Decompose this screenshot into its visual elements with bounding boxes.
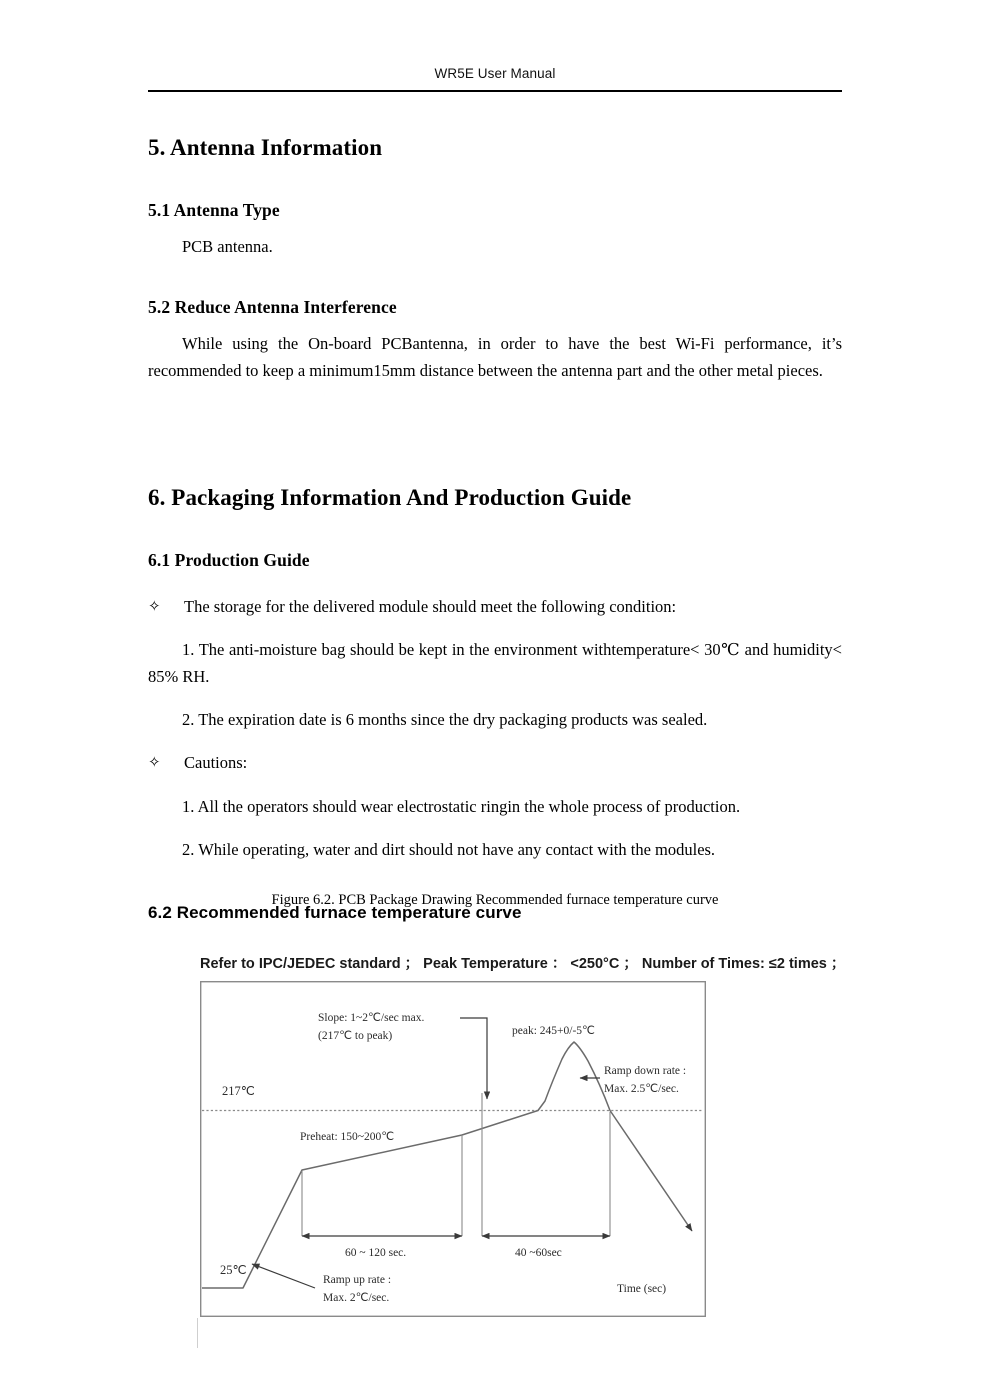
item-expiration-date: 2. The expiration date is 6 months since the dry packaging products was sealed.	[182, 710, 708, 730]
header-rule	[148, 90, 842, 92]
spacer	[148, 319, 842, 331]
spacer	[148, 163, 842, 199]
annotation-preheat: Preheat: 150~200℃	[300, 1131, 395, 1143]
spacer	[148, 260, 842, 296]
item-water-dirt-contact: 2. While operating, water and dirt should not have any contact with the modules.	[182, 839, 716, 859]
annotation-x-axis-label: Time (sec)	[617, 1283, 667, 1295]
heading-section-6-1: 6.1 Production Guide	[148, 550, 310, 571]
annotation-slope-line1: Slope: 1~2℃/sec max.	[318, 1012, 425, 1024]
heading-section-6: 6. Packaging Information And Production Guide	[148, 485, 632, 511]
annotation-ramp-up-line2: Max. 2℃/sec.	[323, 1292, 390, 1304]
chart-frame	[201, 982, 706, 1317]
spacer	[148, 572, 842, 594]
annotation-liquidus-temp: 217℃	[222, 1084, 255, 1098]
heading-section-5: 5. Antenna Information	[148, 135, 383, 160]
spacer	[148, 222, 842, 234]
diamond-bullet-icon: ✧	[148, 753, 161, 772]
annotation-ramp-down-line2: Max. 2.5℃/sec.	[604, 1083, 679, 1095]
annotation-soak-duration: 60 ~ 120 sec.	[345, 1247, 407, 1259]
bullet-cautions: Cautions:	[184, 753, 248, 773]
diamond-bullet-icon: ✧	[148, 596, 161, 615]
item-electrostatic-ring: 1. All the operators should wear electrostatic ringin the whole process of production.	[182, 796, 741, 816]
annotation-slope-line2: (217℃ to peak)	[318, 1030, 393, 1042]
annotation-peak-temp: peak: 245+0/-5℃	[512, 1025, 595, 1037]
paragraph-antenna-type: PCB antenna.	[182, 236, 273, 256]
page-edge-tick	[197, 1318, 203, 1348]
spacer	[148, 384, 842, 468]
heading-section-6-2: 6.2 Recommended furnace temperature curve	[148, 902, 522, 922]
running-header-title: WR5E User Manual	[434, 66, 556, 81]
item-anti-moisture-bag: 1. The anti-moisture bag should be kept in the environment withtemperature< 30℃ and humidity< 85% RH.	[148, 640, 842, 686]
spacer	[148, 513, 842, 549]
chart-standard-note: Refer to IPC/JEDEC standard ； Peak Temperature ： <250°C ； Number of Times: ≤2 times ；	[200, 956, 846, 972]
list-item	[148, 594, 842, 621]
annotation-ramp-down-line1: Ramp down rate :	[604, 1065, 687, 1077]
annotation-reflow-duration: 40 ~60sec	[515, 1247, 562, 1259]
annotation-baseline-temp: 25℃	[220, 1263, 247, 1277]
bullet-storage-condition: The storage for the delivered module should meet the following condition:	[184, 596, 677, 616]
heading-section-5-1: 5.1 Antenna Type	[148, 199, 280, 220]
heading-section-5-2: 5.2 Reduce Antenna Interference	[148, 297, 397, 318]
document-body	[148, 118, 842, 924]
figure-caption: Figure 6.2. PCB Package Drawing Recommended furnace temperature curve	[271, 892, 719, 908]
reflow-temperature-chart	[200, 981, 706, 1317]
annotation-ramp-up-line1: Ramp up rate :	[323, 1274, 392, 1286]
paragraph-reduce-interference: While using the On-board PCBantenna, in order to have the best Wi-Fi performance, it’s recommended to keep a minimum15mm distance between the antenna part and the other metal pieces.	[148, 333, 842, 380]
list-item	[148, 750, 842, 777]
